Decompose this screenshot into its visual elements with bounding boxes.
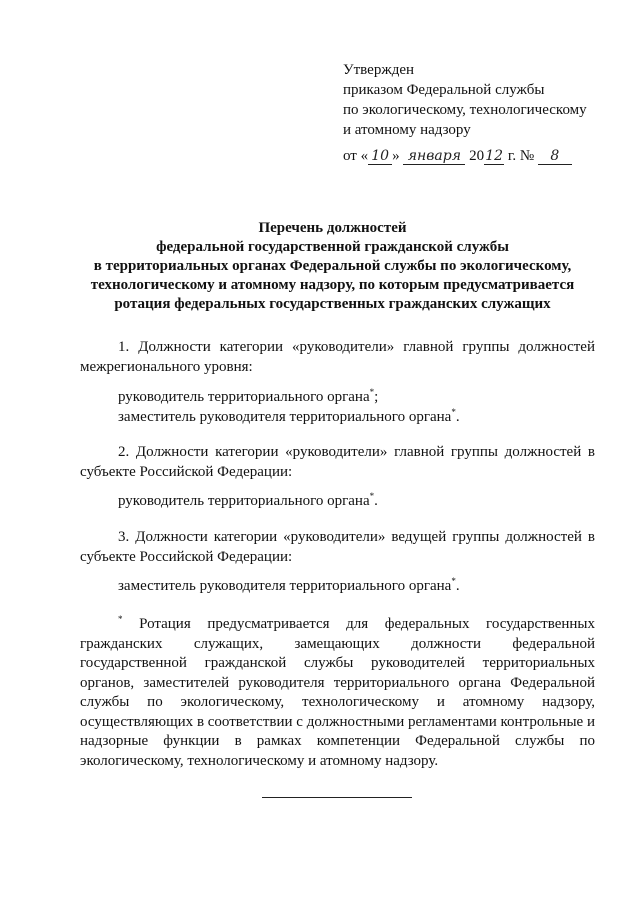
asterisk-mark: * — [369, 387, 375, 397]
footnote-text: Ротация предусматривается для федеральных государственных гражданских служащих, замещающих должности федеральной государственной гражданской службы руководителей территориальных органов, заместителей руководителя территориального органа Федеральной службы по экологическому, технологическому и атомному надзору, осуществляющих в соответствии с должностными регламентами контрольные и надзорные функции в рамках компетенции Федеральной службы по экологическому, технологическому и атомному надзору. — [80, 616, 596, 769]
approval-block — [343, 60, 587, 140]
item-text: заместитель руководителя территориального органа — [118, 578, 452, 594]
item-suffix: ; — [374, 389, 379, 405]
asterisk-mark: * — [451, 407, 456, 417]
closing-rule — [262, 797, 412, 798]
asterisk-mark: * — [451, 576, 456, 586]
section-3-item-1 — [118, 576, 460, 596]
order-prefix: от « — [343, 148, 369, 164]
document-title — [70, 219, 595, 314]
section-1-heading: 1. Должности категории «руководители» главной группы должностей межрегионального уровня: — [80, 339, 595, 375]
footnote — [80, 615, 595, 771]
title-line-4: технологическому и атомному надзору, по которым предусматривается — [90, 277, 575, 293]
approval-line-1: Утвержден — [343, 62, 415, 78]
order-date-number — [343, 148, 572, 165]
item-text: руководитель территориального органа — [118, 389, 370, 405]
order-day: 10 — [368, 148, 392, 165]
order-number-label: г. № — [507, 148, 535, 164]
title-line-3: в территориальных органах Федеральной службы по экологическому, — [93, 258, 572, 274]
item-suffix: . — [455, 578, 460, 594]
order-mid: » — [392, 148, 400, 164]
section-3-heading: 3. Должности категории «руководители» ведущей группы должностей в субъекте Российской Федерации: — [80, 529, 595, 565]
item-text: руководитель территориального органа — [118, 493, 370, 509]
approval-line-4: и атомному надзору — [343, 122, 471, 138]
title-line-2: федеральной государственной гражданской службы — [156, 239, 509, 255]
item-text: заместитель руководителя территориального органа — [118, 409, 452, 425]
item-suffix: . — [455, 409, 460, 425]
order-year-prefix: 20 — [469, 148, 485, 164]
approval-line-2: приказом Федеральной службы — [343, 82, 545, 98]
item-suffix: . — [374, 493, 378, 509]
approval-line-3: по экологическому, технологическому — [343, 102, 587, 118]
title-line-1: Перечень должностей — [258, 220, 407, 236]
section-2-item-1 — [118, 491, 378, 511]
title-line-5: ротация федеральных государственных гражданских служащих — [114, 296, 551, 312]
asterisk-mark: * — [369, 491, 375, 501]
order-year-suffix: 12 — [485, 148, 504, 164]
section-2-heading: 2. Должности категории «руководители» главной группы должностей в субъекте Российской Федерации: — [80, 444, 595, 480]
order-number: 8 — [538, 148, 572, 165]
footnote-mark: * — [118, 614, 123, 624]
section-1-item-2 — [118, 407, 460, 427]
order-month: января — [403, 148, 465, 165]
section-1-item-1 — [118, 387, 378, 407]
